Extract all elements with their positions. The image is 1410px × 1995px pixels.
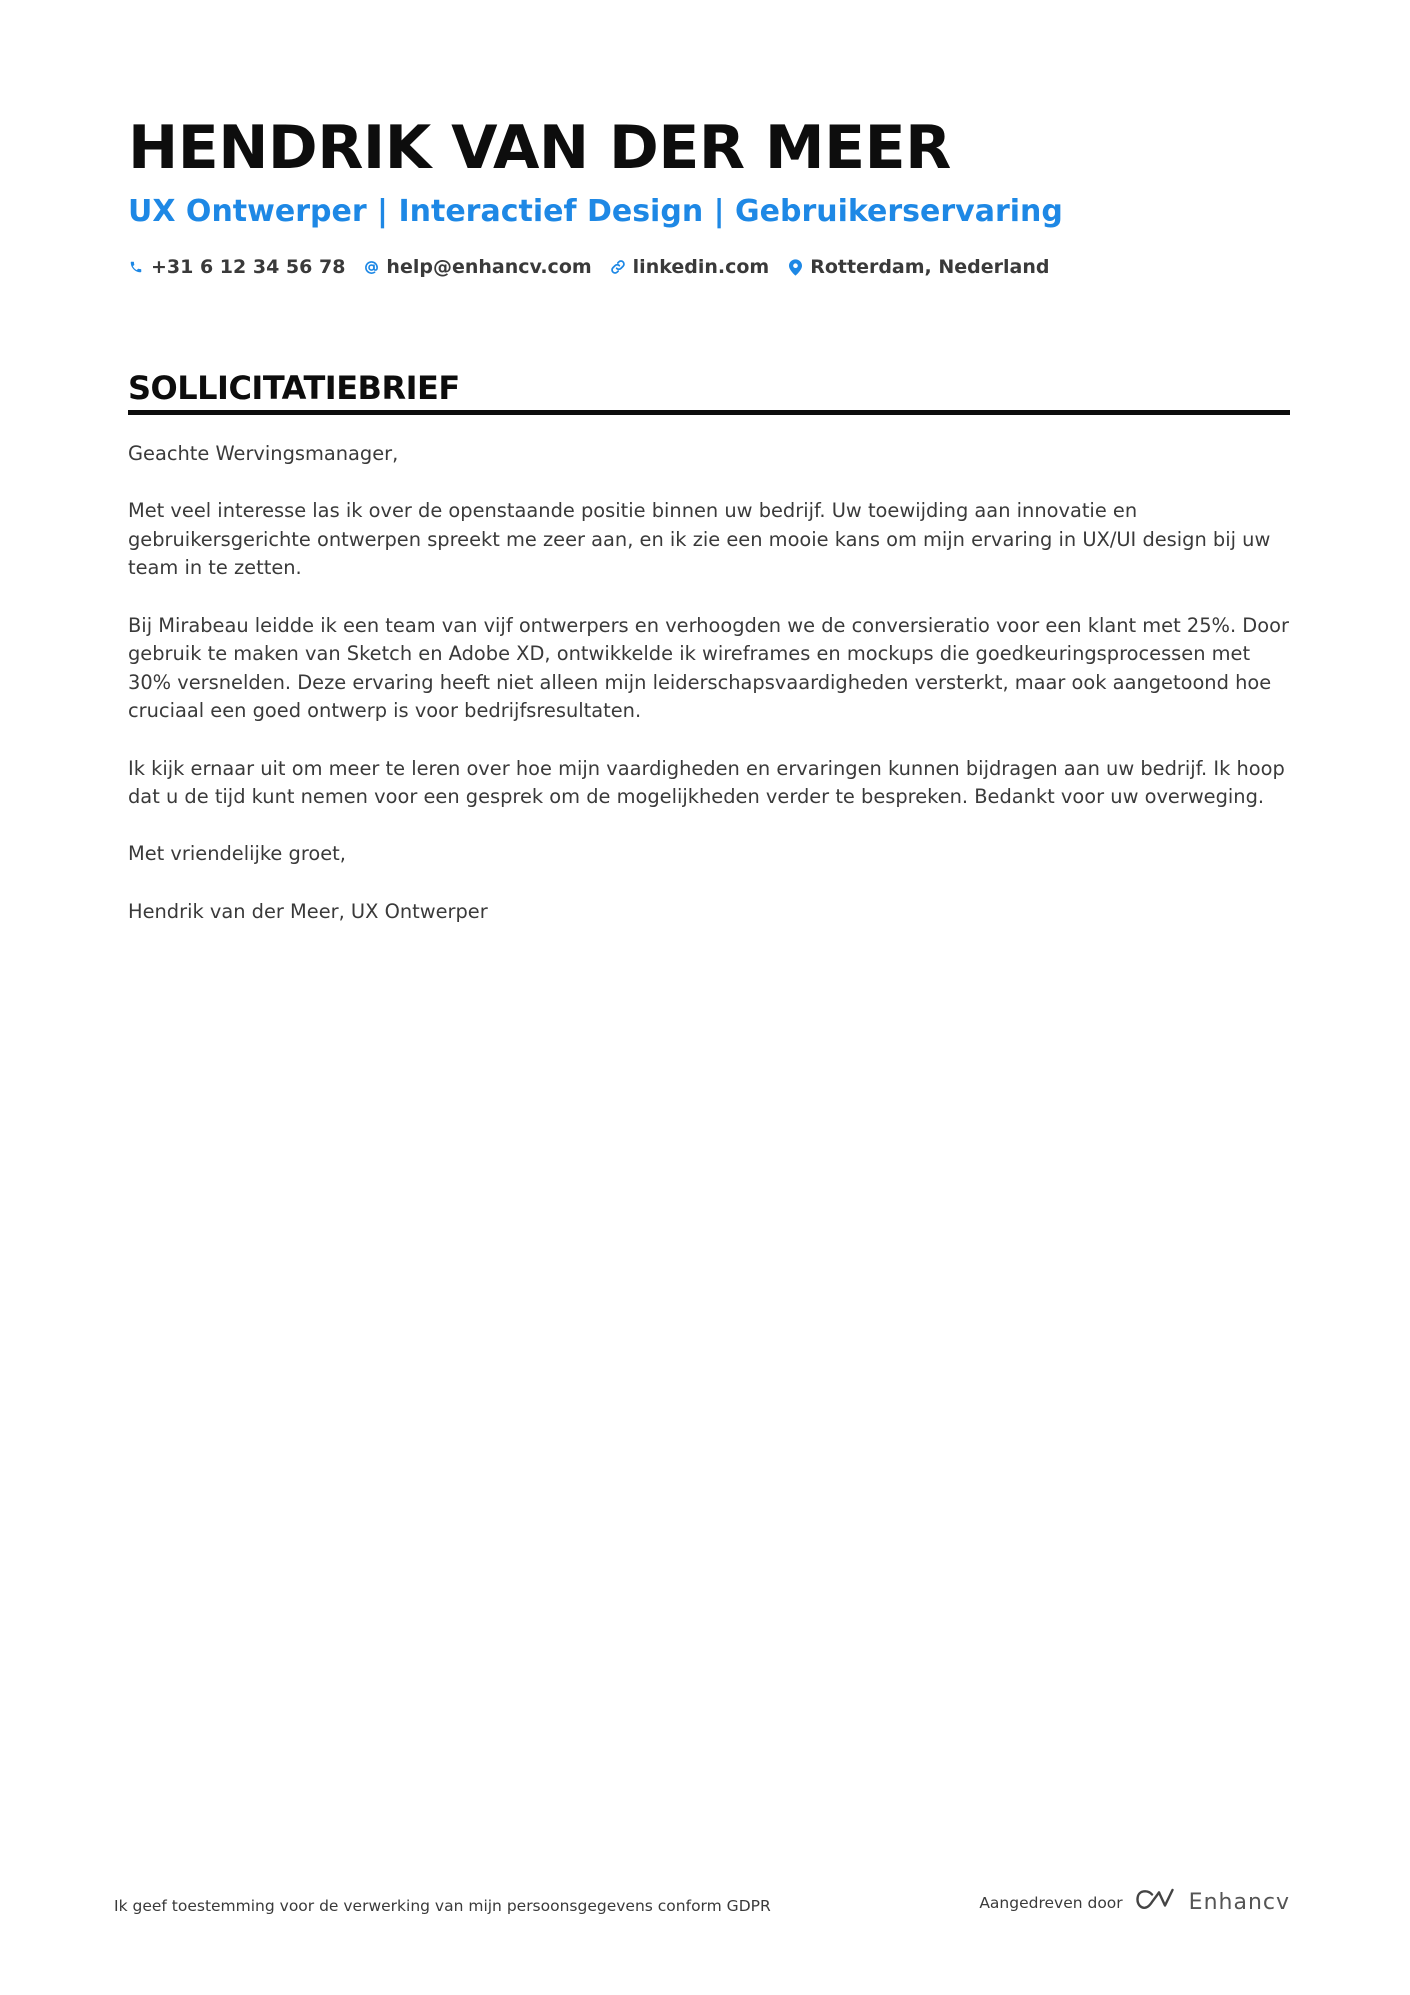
section-divider bbox=[128, 410, 1290, 415]
powered-by[interactable] bbox=[979, 1888, 1290, 1917]
phone-icon bbox=[128, 258, 144, 276]
contact-email[interactable] bbox=[363, 252, 591, 282]
enhancv-logo-icon bbox=[1135, 1888, 1181, 1917]
letter-paragraph: Met veel interesse las ik over de openstaande positie binnen uw bedrijf. Uw toewijding aan innovatie en gebruikersgerichte ontwerpen spreekt me zeer aan, en ik zie een mooie kans om mijn ervaring in UX/UI design bij uw team in te zetten. bbox=[128, 499, 1271, 580]
letter-signature: Hendrik van der Meer, UX Ontwerper bbox=[128, 899, 488, 923]
powered-by-label: Aangedreven door bbox=[979, 1893, 1123, 1912]
letter-greeting: Geachte Wervingsmanager, bbox=[128, 442, 399, 465]
contact-location bbox=[787, 252, 1049, 282]
contact-email-text: help@enhancv.com bbox=[386, 256, 592, 278]
contact-phone-text: +31 6 12 34 56 78 bbox=[151, 256, 346, 278]
at-icon bbox=[363, 258, 379, 276]
letter-paragraph: Ik kijk ernaar uit om meer te leren over hoe mijn vaardigheden en ervaringen kunnen bijdragen aan uw bedrijf. Ik hoop dat u de tijd kunt nemen voor een gesprek om de mogelijkheden verder te bespreken. Bedankt voor uw overweging. bbox=[128, 756, 1285, 809]
letter-paragraph: Bij Mirabeau leidde ik een team van vijf ontwerpers en verhoogden we de conversieratio voor een klant met 25%. Door gebruik te maken van Sketch en Adobe XD, ontwikkelde ik wireframes en mockups die goedkeuringsprocessen met 30% versnelden. Deze ervaring heeft niet alleen mijn leiderschapsvaardigheden versterkt, maar ook aangetoond hoe cruciaal een goed ontwerp is voor bedrijfsresultaten. bbox=[128, 613, 1289, 723]
candidate-tagline: UX Ontwerper | Interactief Design | Gebruikerservaring bbox=[128, 194, 1063, 229]
contact-bar bbox=[128, 252, 1067, 282]
contact-linkedin-text: linkedin.com bbox=[632, 256, 770, 278]
letter-closing: Met vriendelijke groet, bbox=[128, 842, 346, 866]
location-pin-icon bbox=[787, 258, 803, 276]
link-icon bbox=[610, 258, 626, 276]
contact-linkedin[interactable] bbox=[610, 252, 770, 282]
section-title: SOLLICITATIEBRIEF bbox=[128, 369, 460, 407]
enhancv-brand-name: Enhancv bbox=[1188, 1890, 1290, 1915]
gdpr-consent-text: Ik geef toestemming voor de verwerking van mijn persoonsgegevens conform GDPR bbox=[114, 1897, 771, 1915]
candidate-name: HENDRIK VAN DER MEER bbox=[128, 113, 951, 183]
contact-phone[interactable] bbox=[128, 252, 345, 282]
contact-location-text: Rotterdam, Nederland bbox=[810, 256, 1050, 278]
letter-body bbox=[128, 440, 1290, 955]
